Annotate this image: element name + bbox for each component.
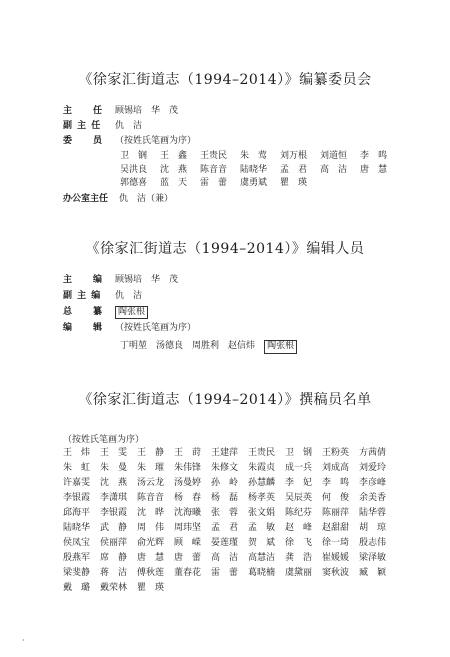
contributor-name: 孙慧麟 [248, 478, 276, 488]
contributor-name: 朱 曼 [100, 463, 128, 473]
contributors-title: 《徐家汇街道志（1994–2014）》撰稿员名单 [78, 392, 372, 408]
contributor-name: 臧 颖 [359, 568, 387, 578]
contributor-name: 李彦峰 [359, 478, 387, 488]
editors-title: 《徐家汇街道志（1994–2014）》编辑人员 [85, 241, 365, 257]
contributor-name: 杨 春 [174, 493, 202, 503]
contributor-name: 窦秋波 [322, 568, 350, 578]
editor-name: 汤德良 [156, 341, 184, 351]
contributor-name: 余美香 [359, 493, 387, 503]
compiler-row [63, 305, 196, 321]
contributor-name: 王 雯 [100, 448, 128, 458]
member-name: 蓝 天 [160, 178, 188, 188]
deputy-director-names: 仇 洁 [115, 121, 143, 131]
contributor-name: 邱海平 [63, 508, 91, 518]
contributor-name: 方茜倩 [359, 448, 387, 458]
director-names: 顾锡培 华 茂 [115, 106, 179, 116]
contributor-name: 张 蓉 [211, 508, 239, 518]
contributor-name: 龚 浩 [285, 553, 313, 563]
contributor-name: 顾 嵘 [174, 538, 202, 548]
contributor-name: 周玮坚 [174, 523, 202, 533]
member-name: 朱 莺 [240, 151, 268, 161]
member-name: 刘万根 [280, 151, 308, 161]
contributor-name: 戴 璐 [63, 583, 91, 593]
deputy-editor-role: 副 主 编 [63, 291, 102, 301]
contributors-grid [63, 446, 396, 596]
contributor-name: 虞黛丽 [285, 568, 313, 578]
contributor-name: 吴辰英 [285, 493, 313, 503]
contributor-name: 朱修文 [211, 463, 239, 473]
contributor-name: 沈 燕 [100, 478, 128, 488]
deputy-director-role: 副 主 任 [63, 121, 102, 131]
contributor-name: 侯凤宝 [63, 538, 91, 548]
compiler-role: 总 纂 [63, 307, 104, 317]
contributor-name: 沈 晔 [137, 508, 165, 518]
contributor-name: 席 静 [100, 553, 128, 563]
contributors-note: （按姓氏笔画为序） [63, 435, 145, 445]
members-role: 委 员 [63, 136, 104, 146]
contributor-name: 杨孝英 [248, 493, 276, 503]
contributor-name: 李银霞 [100, 508, 128, 518]
page-mark: · [22, 636, 25, 645]
contributor-name: 陈音音 [137, 493, 165, 503]
contributor-name: 汤云龙 [137, 478, 165, 488]
contributor-name: 沈海曦 [174, 508, 202, 518]
members-note: （按姓氏笔画为序） [115, 136, 197, 146]
contributor-name: 赵甜甜 [322, 523, 350, 533]
contributor-name: 葛晓楠 [248, 568, 276, 578]
contributor-name: 殷志伟 [359, 538, 387, 548]
member-name: 陈音音 [200, 164, 228, 175]
contributor-name: 王建萍 [211, 448, 239, 458]
member-name: 王 鑫 [160, 151, 188, 161]
member-name: 王贵民 [200, 151, 228, 161]
contributor-name: 梁斐静 [63, 568, 91, 578]
contributor-name: 俞光辉 [137, 538, 165, 548]
director-row [63, 104, 196, 119]
contributor-name: 李潇琪 [100, 493, 128, 503]
contributor-name: 胡 琼 [359, 523, 387, 533]
contributor-name: 刘成高 [322, 463, 350, 473]
chief-editor-role: 主 编 [63, 275, 104, 285]
contributor-name: 刘爱玲 [359, 463, 387, 473]
member-name: 吴洪良 [120, 164, 148, 175]
contributor-name: 朱伟锋 [174, 463, 202, 473]
contributor-name: 傅秋莲 [137, 568, 165, 578]
member-name: 沈 燕 [160, 164, 188, 175]
office-role: 办公室主任 [63, 194, 109, 204]
member-name: 高 洁 [320, 164, 348, 175]
contributor-name: 许嘉雯 [63, 478, 91, 488]
contributor-name: 卫 钢 [285, 448, 313, 458]
deputy-editor-names: 仇 洁 [115, 291, 143, 301]
contributor-name: 王 莳 [174, 448, 202, 458]
contributor-name: 杨 磊 [211, 493, 239, 503]
member-name: 郭德喜 [120, 178, 148, 188]
members-row [63, 134, 196, 149]
contributor-name: 李 妃 [285, 478, 313, 488]
contributor-name: 李银霞 [63, 493, 91, 503]
contributor-name: 徐 飞 [285, 538, 313, 548]
editors-list [120, 339, 297, 354]
contributor-name: 孟 敏 [248, 523, 276, 533]
editor-row [63, 321, 196, 337]
contributor-name: 陈纪芬 [285, 508, 313, 518]
members-grid [120, 150, 400, 191]
member-name: 雷 蕾 [200, 178, 228, 188]
contributor-name: 陆晓华 [63, 523, 91, 533]
member-name: 卫 锎 [120, 151, 148, 161]
contributor-name: 陆华蓉 [359, 508, 387, 518]
contributor-name: 梁泽敏 [359, 553, 387, 563]
contributor-name: 贺 斌 [248, 538, 276, 548]
editors-block [63, 273, 196, 337]
editor-name: 周胜利 [192, 341, 220, 351]
contributor-name: 汤曼婷 [174, 478, 202, 488]
editor-role: 编 辑 [63, 323, 104, 333]
contributor-name: 徐一琦 [322, 538, 350, 548]
contributor-name: 李 鸣 [322, 478, 350, 488]
contributor-name: 张文娟 [248, 508, 276, 518]
contributor-name: 戴荣林 [100, 583, 128, 593]
contributor-name: 孙 岭 [211, 478, 239, 488]
deputy-director-row [63, 119, 196, 134]
contributor-name: 王贵民 [248, 448, 276, 458]
contributor-name: 高 洁 [211, 553, 239, 563]
contributor-name: 瞿 瑛 [137, 583, 165, 593]
editor-note: （按姓氏笔画为序） [115, 323, 197, 333]
editor-name: 赵信炜 [228, 341, 256, 351]
contributor-name: 董春花 [174, 568, 202, 578]
committee-title: 《徐家汇街道志（1994–2014）》编纂委员会 [78, 72, 372, 88]
contributor-name: 蒋 洁 [100, 568, 128, 578]
contributor-name: 陈丽萍 [322, 508, 350, 518]
office-row [63, 192, 173, 207]
contributor-name: 唐 蕾 [174, 553, 202, 563]
member-name: 李 鸣 [360, 151, 388, 161]
contributor-name: 武 静 [100, 523, 128, 533]
editor-name: 丁明堃 [120, 341, 148, 351]
contributor-name: 晏莲瑾 [211, 538, 239, 548]
contributor-name: 王 炜 [63, 448, 91, 458]
director-role: 主 任 [63, 106, 104, 116]
member-name: 虞勇斌 [240, 178, 268, 188]
compiler-name: 陶张根 [115, 306, 148, 319]
member-name: 唐 慧 [360, 164, 388, 175]
contributor-name: 朱 璀 [137, 463, 165, 473]
contributor-name: 周 伟 [137, 523, 165, 533]
contributor-name: 崔媛媛 [322, 553, 350, 563]
contributor-name: 唐 慧 [137, 553, 165, 563]
contributor-name: 侯丽萍 [100, 538, 128, 548]
contributor-name: 朱 虹 [63, 463, 91, 473]
contributor-name: 赵 峰 [285, 523, 313, 533]
deputy-editor-row [63, 289, 196, 305]
contributor-name: 高慧洁 [248, 553, 276, 563]
chief-editor-row [63, 273, 196, 289]
contributor-name: 何 俊 [322, 493, 350, 503]
editor-name-boxed: 陶张根 [264, 340, 297, 354]
contributor-name: 雷 蕾 [211, 568, 239, 578]
committee-block [63, 104, 196, 149]
contributor-name: 王粉英 [322, 448, 350, 458]
contributor-name: 朱霞贞 [248, 463, 276, 473]
contributor-name: 王 静 [137, 448, 165, 458]
member-name: 孟 君 [280, 164, 308, 175]
office-names: 仇 洁（兼） [119, 194, 174, 204]
contributor-name: 殷燕军 [63, 553, 91, 563]
member-name: 陆晓华 [240, 164, 268, 175]
member-name: 刘道恒 [320, 151, 348, 161]
contributor-name: 孟 君 [211, 523, 239, 533]
member-name: 瞿 瑛 [280, 178, 308, 188]
chief-editor-names: 顾锡培 华 茂 [115, 275, 179, 285]
contributor-name: 成一兵 [285, 463, 313, 473]
office-block [63, 192, 173, 207]
